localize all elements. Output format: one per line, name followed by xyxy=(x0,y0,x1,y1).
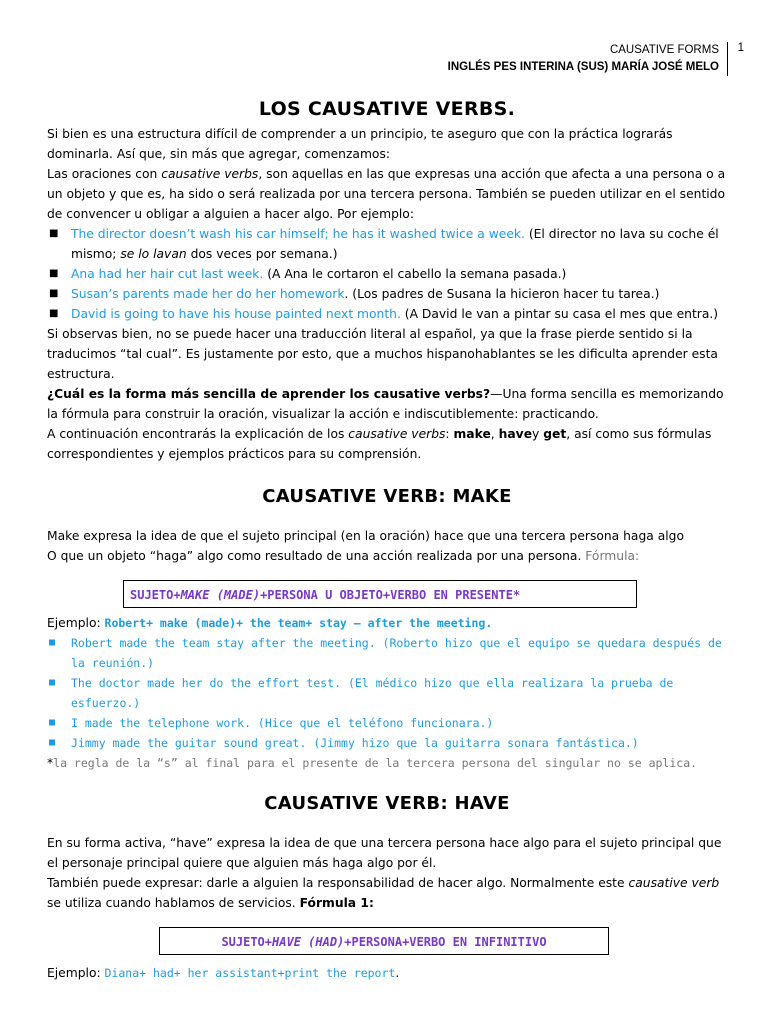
translation: dos veces por semana.) xyxy=(186,247,338,261)
question: ¿Cuál es la forma más sencilla de aprender los causative verbs? xyxy=(47,387,491,401)
emphasis: se lo lavan xyxy=(120,247,187,261)
make-paragraph-1: Make expresa la idea de que el sujeto principal (en la oración) hace que una tercera persona haga algo xyxy=(47,529,684,543)
have-formula-box xyxy=(159,927,609,955)
text: . xyxy=(395,966,400,980)
english-example: The director doesn’t wash his car himself; he has it washed twice a week. xyxy=(71,227,525,241)
bullet-icon: ■ xyxy=(49,308,59,319)
text: HAVE (HAD) xyxy=(272,935,345,949)
example-formula: Diana+ had+ her assistant+print the report xyxy=(104,966,396,980)
bullet-icon: ■ xyxy=(49,737,56,748)
bullet-icon: ■ xyxy=(49,288,59,299)
text: , son aquellas en las que expresas una acción que afecta a una persona o a un objeto y que es, ha sido o será realizada por una tercera persona. También se pueden utilizar en el sentido de convencer u obligar a alguien a hacer algo. Por ejemplo: xyxy=(47,167,726,221)
make-examples-list xyxy=(47,633,727,753)
text: SUJETO+ xyxy=(221,935,273,949)
text: También puede expresar: darle a alguien la responsabilidad de hacer algo. Normalmente este xyxy=(47,876,629,890)
text: : xyxy=(445,427,454,441)
list-item xyxy=(47,304,727,324)
make-formula-box xyxy=(123,580,637,608)
make-note xyxy=(47,753,727,773)
document-body xyxy=(47,94,727,983)
emphasis: causative verb xyxy=(628,876,720,890)
bullet-icon: ■ xyxy=(49,637,56,648)
translation: (El director no lava su coche él mismo; xyxy=(71,227,719,261)
note-text: la regla de la “s” al final para el presente de la tercera persona del singular no se aplica. xyxy=(53,756,698,770)
bullet-icon: ■ xyxy=(49,268,59,279)
example-formula: Robert+ make (made)+ the team+ stay – after the meeting. xyxy=(104,616,493,630)
list-item xyxy=(47,673,727,713)
formula-label: Fórmula: xyxy=(585,549,640,563)
list-item xyxy=(47,264,727,284)
page-header xyxy=(448,42,728,76)
page-number: 1 xyxy=(737,42,744,54)
text: , así como sus fórmulas correspondientes y ejemplos prácticos para su comprensión. xyxy=(47,427,712,461)
have-example xyxy=(47,963,727,983)
emphasis: causative verbs xyxy=(161,167,259,181)
text: MAKE (MADE) xyxy=(180,588,261,602)
list-item xyxy=(47,284,727,304)
asterisk: * xyxy=(47,756,54,770)
text: Las oraciones con xyxy=(47,167,162,181)
english-example: David is going to have his house painted next month. xyxy=(71,307,401,321)
have-paragraph-1: En su forma activa, “have” expresa la idea de que una tercera persona hace algo para el sujeto principal que el personaje principal quiere que alguien más haga algo por él. xyxy=(47,836,722,870)
section-title-have: CAUSATIVE VERB: HAVE xyxy=(264,793,510,814)
keyword: get xyxy=(543,427,567,441)
make-example xyxy=(47,613,727,633)
example-text: Jimmy made the guitar sound great. (Jimmy hizo que la guitarra sonara fantástica.) xyxy=(71,736,639,750)
text: SUJETO+ xyxy=(130,588,181,602)
bullet-icon: ■ xyxy=(49,677,56,688)
intro-paragraph-1: Si bien es una estructura difícil de comprender a un principio, te aseguro que con la práctica lograrás dominarla. Así que, sin más que agregar, comenzamos: xyxy=(47,127,673,161)
label: Ejemplo: xyxy=(47,966,105,980)
translation: (A Ana le cortaron el cabello la semana pasada.) xyxy=(263,267,567,281)
text: O que un objeto “haga” algo como resultado de una acción realizada por una persona. xyxy=(47,549,586,563)
translation: (A David le van a pintar su casa el mes que entra.) xyxy=(400,307,719,321)
intro-paragraph-2 xyxy=(47,164,727,224)
intro-paragraph-5 xyxy=(47,424,727,464)
text: se utiliza cuando hablamos de servicios. xyxy=(47,896,300,910)
header-title: CAUSATIVE FORMS xyxy=(609,44,719,56)
text: A continuación encontrarás la explicación de los xyxy=(47,427,349,441)
text: +PERSONA+VERBO EN INFINITIVO xyxy=(344,935,547,949)
intro-examples-list xyxy=(47,224,727,324)
list-item xyxy=(47,733,727,753)
text: y xyxy=(532,427,544,441)
example-text: The doctor made her do the effort test. (El médico hizo que ella realizara la prueba de esfuerzo.) xyxy=(71,676,674,710)
text: —Una forma sencilla es memorizando la fórmula para construir la oración, visualizar la acción e indiscutiblemente: practicando. xyxy=(47,387,724,421)
intro-paragraph-4 xyxy=(47,384,727,424)
list-item xyxy=(47,224,727,264)
example-text: Robert made the team stay after the meeting. (Roberto hizo que el equipo se quedara después de la reunión.) xyxy=(71,636,722,670)
keyword: have xyxy=(498,427,533,441)
list-item xyxy=(47,713,727,733)
make-paragraph-2 xyxy=(47,546,727,566)
formula-label: Fórmula 1: xyxy=(299,896,374,910)
label: Ejemplo: xyxy=(47,616,105,630)
translation: . (Los padres de Susana la hicieron hacer tu tarea.) xyxy=(344,287,660,301)
text: , xyxy=(490,427,499,441)
intro-paragraph-3: Si observas bien, no se puede hacer una traducción literal al español, ya que la frase pierde sentido si la traducimos “tal cual”. Es justamente por esto, que a muchos hispanohablantes se les dificulta aprender esta estructura. xyxy=(47,327,718,381)
bullet-icon: ■ xyxy=(49,717,56,728)
example-text: I made the telephone work. (Hice que el teléfono funcionara.) xyxy=(71,716,494,730)
page-title: LOS CAUSATIVE VERBS. xyxy=(258,98,516,120)
section-title-make: CAUSATIVE VERB: MAKE xyxy=(262,486,512,507)
bullet-icon: ■ xyxy=(49,228,59,239)
have-paragraph-2 xyxy=(47,873,727,913)
emphasis: causative verbs xyxy=(348,427,446,441)
text: +PERSONA U OBJETO+VERBO EN PRESENTE* xyxy=(260,588,521,602)
keyword: make xyxy=(453,427,491,441)
header-author: INGLÉS PES INTERINA (SUS) MARÍA JOSÉ MELO xyxy=(447,61,719,73)
english-example: Ana had her hair cut last week. xyxy=(71,267,264,281)
english-example: Susan’s parents made her do her homework xyxy=(71,287,345,301)
list-item xyxy=(47,633,727,673)
